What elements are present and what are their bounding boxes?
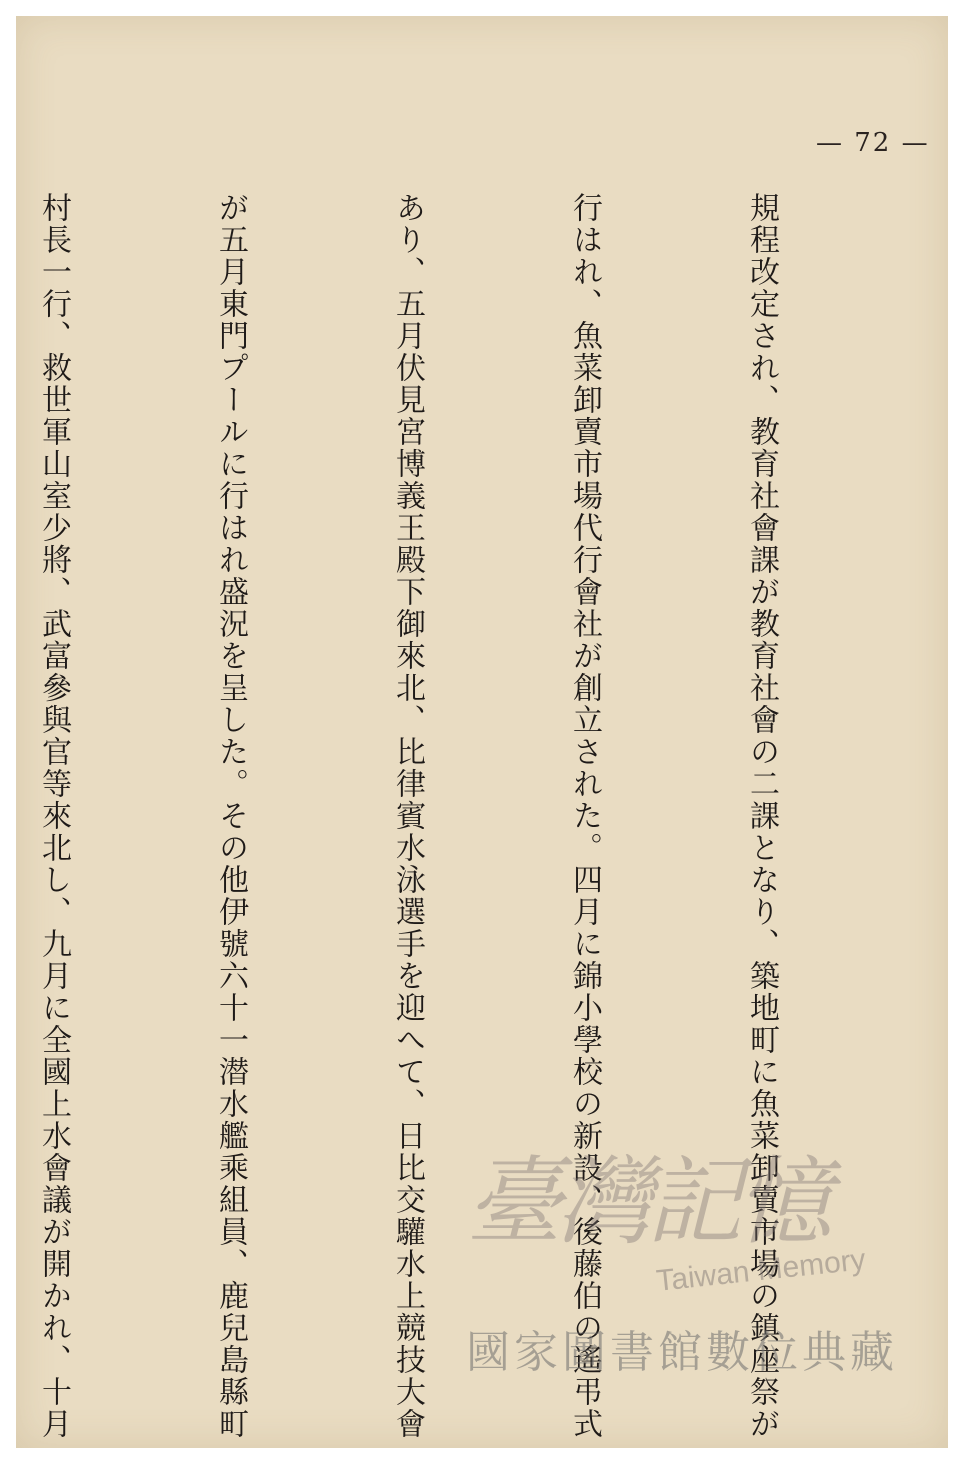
text-column: あり、五月伏見宮博義王殿下御來北、比律賓水泳選手を迎へて、日比交驩水上競技大會 xyxy=(390,192,425,1440)
watermark-latin-text: Taiwan Memory xyxy=(654,1243,868,1298)
text-column: 行はれ、魚菜卸賣市場代行會社が創立された。四月に錦小學校の新設、後藤伯の遙弔式 xyxy=(567,192,602,1440)
book-page xyxy=(16,16,948,1448)
watermark-logo-text: 臺灣記憶 xyxy=(466,1146,826,1258)
vertical-text-body xyxy=(36,192,909,1440)
page-number: — 72 — xyxy=(816,128,930,158)
text-column: が五月東門プールに行はれ盛況を呈した。その他伊號六十一潜水艦乘組員、鹿兒島縣町 xyxy=(213,192,248,1440)
text-column: 村長一行、救世軍山室少將、武富參與官等來北し、九月に全國上水會議が開かれ、十月 xyxy=(36,192,71,1440)
watermark-caption: 國家圖書館數位典藏 xyxy=(466,1327,898,1378)
text-column: 規程改定され、教育社會課が教育社會の二課となり、築地町に魚菜卸賣市場の鎮座祭が xyxy=(744,192,779,1440)
